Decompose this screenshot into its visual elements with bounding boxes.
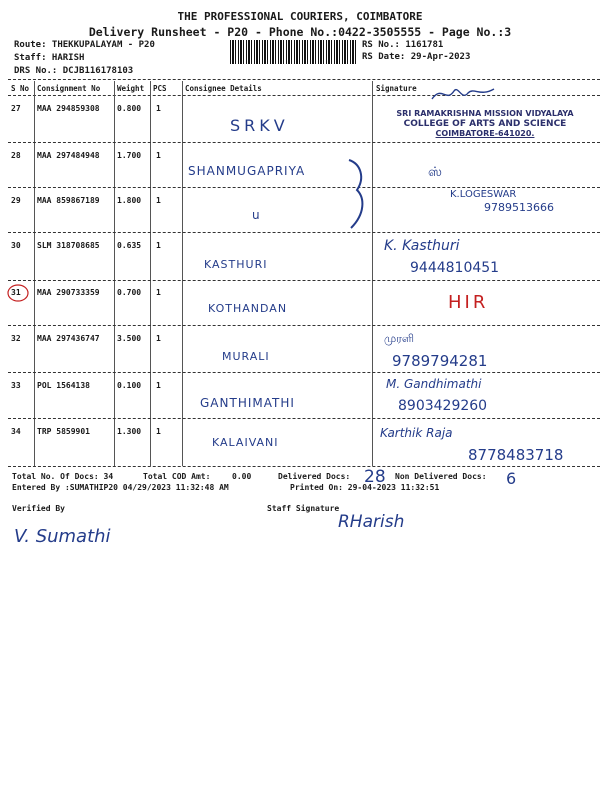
row-weight: 1.300: [117, 427, 142, 436]
row-sno: 28: [11, 151, 21, 160]
row-consignment: POL 1564138: [37, 381, 90, 390]
staff-label: Staff: HARISH: [14, 53, 85, 63]
row-consignee-handwritten: GANTHIMATHI: [200, 396, 295, 410]
row-sno: 33: [11, 381, 21, 390]
row-border: [8, 325, 600, 326]
drs-no-label: DRS No.: DCJB116178103: [14, 66, 134, 76]
col-sno: S No: [11, 84, 30, 93]
row-weight: 1.800: [117, 196, 142, 205]
verified-by-label: Verified By: [12, 504, 65, 513]
delivered-docs-label: Delivered Docs:: [278, 472, 351, 481]
rs-date-label: RS Date: 29-Apr-2023: [362, 52, 471, 62]
row-status-mark: HIR: [448, 292, 489, 313]
row-consignee-handwritten: SHANMUGAPRIYA: [188, 164, 306, 178]
row-weight: 0.635: [117, 241, 142, 250]
barcode: [230, 40, 358, 64]
table-header-border: [8, 95, 600, 96]
row-border: [8, 418, 600, 419]
row-weight: 0.100: [117, 381, 142, 390]
col-divider: [150, 81, 151, 466]
non-delivered-value: 6: [506, 469, 517, 488]
row-pcs: 1: [156, 241, 161, 250]
row-consignment: TRP 5859901: [37, 427, 90, 436]
verified-signature: V. Sumathi: [14, 526, 111, 547]
row-border: [8, 232, 600, 233]
row-weight: 0.700: [117, 288, 142, 297]
row-sno: 30: [11, 241, 21, 250]
row-consignment: MAA 297484948: [37, 151, 100, 160]
row-pcs: 1: [156, 151, 161, 160]
entered-by: Entered By :SUMATHIP20 04/29/2023 11:32:48 AM: [12, 483, 229, 492]
row-pcs: 1: [156, 288, 161, 297]
row-consignee-handwritten: KOTHANDAN: [208, 302, 288, 315]
row-weight: 3.500: [117, 334, 142, 343]
route-label: Route: THEKKUPALAYAM - P20: [14, 40, 155, 50]
table-top-border: [8, 79, 600, 80]
row-consignee-handwritten: KALAIVANI: [212, 436, 279, 449]
row-border: [8, 187, 600, 188]
table-bottom-border: [8, 466, 600, 467]
total-cod-value: 0.00: [232, 472, 252, 481]
row-pcs: 1: [156, 104, 161, 113]
stamp-line: COIMBATORE-641020.: [435, 129, 535, 138]
col-divider: [372, 81, 373, 466]
row-consignee-handwritten: KASTHURI: [204, 258, 268, 271]
row-border: [8, 372, 600, 373]
delivered-docs-value: 28: [364, 467, 386, 487]
total-cod-label: Total COD Amt:: [143, 472, 211, 481]
col-pcs: PCS: [153, 84, 167, 93]
row-border: [8, 142, 600, 143]
row-signature: M. Gandhimathi: [386, 377, 482, 391]
stamp-line: SRI RAMAKRISHNA MISSION VIDYALAYA: [396, 109, 574, 118]
row-signature: முரளி: [384, 332, 415, 345]
row-consignment: MAA 294859308: [37, 104, 100, 113]
row-signature: K.LOGESWAR: [450, 189, 517, 200]
row-consignment: MAA 859867189: [37, 196, 100, 205]
non-delivered-label: Non Delivered Docs:: [395, 472, 487, 481]
row-pcs: 1: [156, 334, 161, 343]
row-border: [8, 280, 600, 281]
row-weight: 1.700: [117, 151, 142, 160]
row-phone: 9789513666: [484, 201, 554, 214]
row-phone: 8903429260: [398, 398, 488, 414]
row-signature: K. Kasthuri: [384, 238, 460, 254]
row-sno: 29: [11, 196, 21, 205]
row-consignment: MAA 297436747: [37, 334, 100, 343]
row-consignment: SLM 318708685: [37, 241, 100, 250]
row-pcs: 1: [156, 381, 161, 390]
row-signature: ஸ்: [428, 165, 442, 180]
staff-signature-label: Staff Signature: [267, 504, 340, 513]
row-phone: 8778483718: [468, 446, 564, 464]
row-phone: 9789794281: [392, 352, 488, 370]
row-phone: 9444810451: [410, 260, 500, 276]
row-sno: 34: [11, 427, 21, 436]
bracket-mark: [345, 154, 371, 234]
college-stamp: [378, 109, 592, 139]
row-consignee-handwritten: SRKV: [230, 116, 289, 135]
col-consignee: Consignee Details: [185, 84, 262, 93]
row-weight: 0.800: [117, 104, 142, 113]
row-pcs: 1: [156, 427, 161, 436]
row-consignee-handwritten: u: [252, 208, 260, 222]
row-consignment: MAA 290733359: [37, 288, 100, 297]
row-signature: Karthik Raja: [380, 426, 453, 440]
total-docs: Total No. Of Docs: 34: [12, 472, 114, 481]
row-consignee-handwritten: MURALI: [222, 350, 270, 363]
row-sno: 27: [11, 104, 21, 113]
col-divider: [114, 81, 115, 466]
runsheet-subtitle: Delivery Runsheet - P20 - Phone No.:0422-3505555 - Page No.:3: [88, 25, 512, 39]
row-pcs: 1: [156, 196, 161, 205]
rs-no-label: RS No.: 1161781: [362, 40, 444, 50]
stamp-line: COLLEGE OF ARTS AND SCIENCE: [403, 119, 567, 129]
col-divider: [182, 81, 183, 466]
company-title: THE PROFESSIONAL COURIERS, COIMBATORE: [177, 10, 423, 23]
col-weight: Weight: [117, 84, 145, 93]
delivery-signature-scribble: [428, 83, 498, 105]
printed-on: Printed On: 29-04-2023 11:32:51: [290, 483, 440, 492]
row-sno: 32: [11, 334, 21, 343]
row-sno: 31: [11, 288, 21, 297]
col-consignment: Consignment No: [37, 84, 101, 93]
col-divider: [34, 81, 35, 466]
staff-signature: RHarish: [338, 512, 405, 532]
col-signature: Signature: [376, 84, 417, 93]
